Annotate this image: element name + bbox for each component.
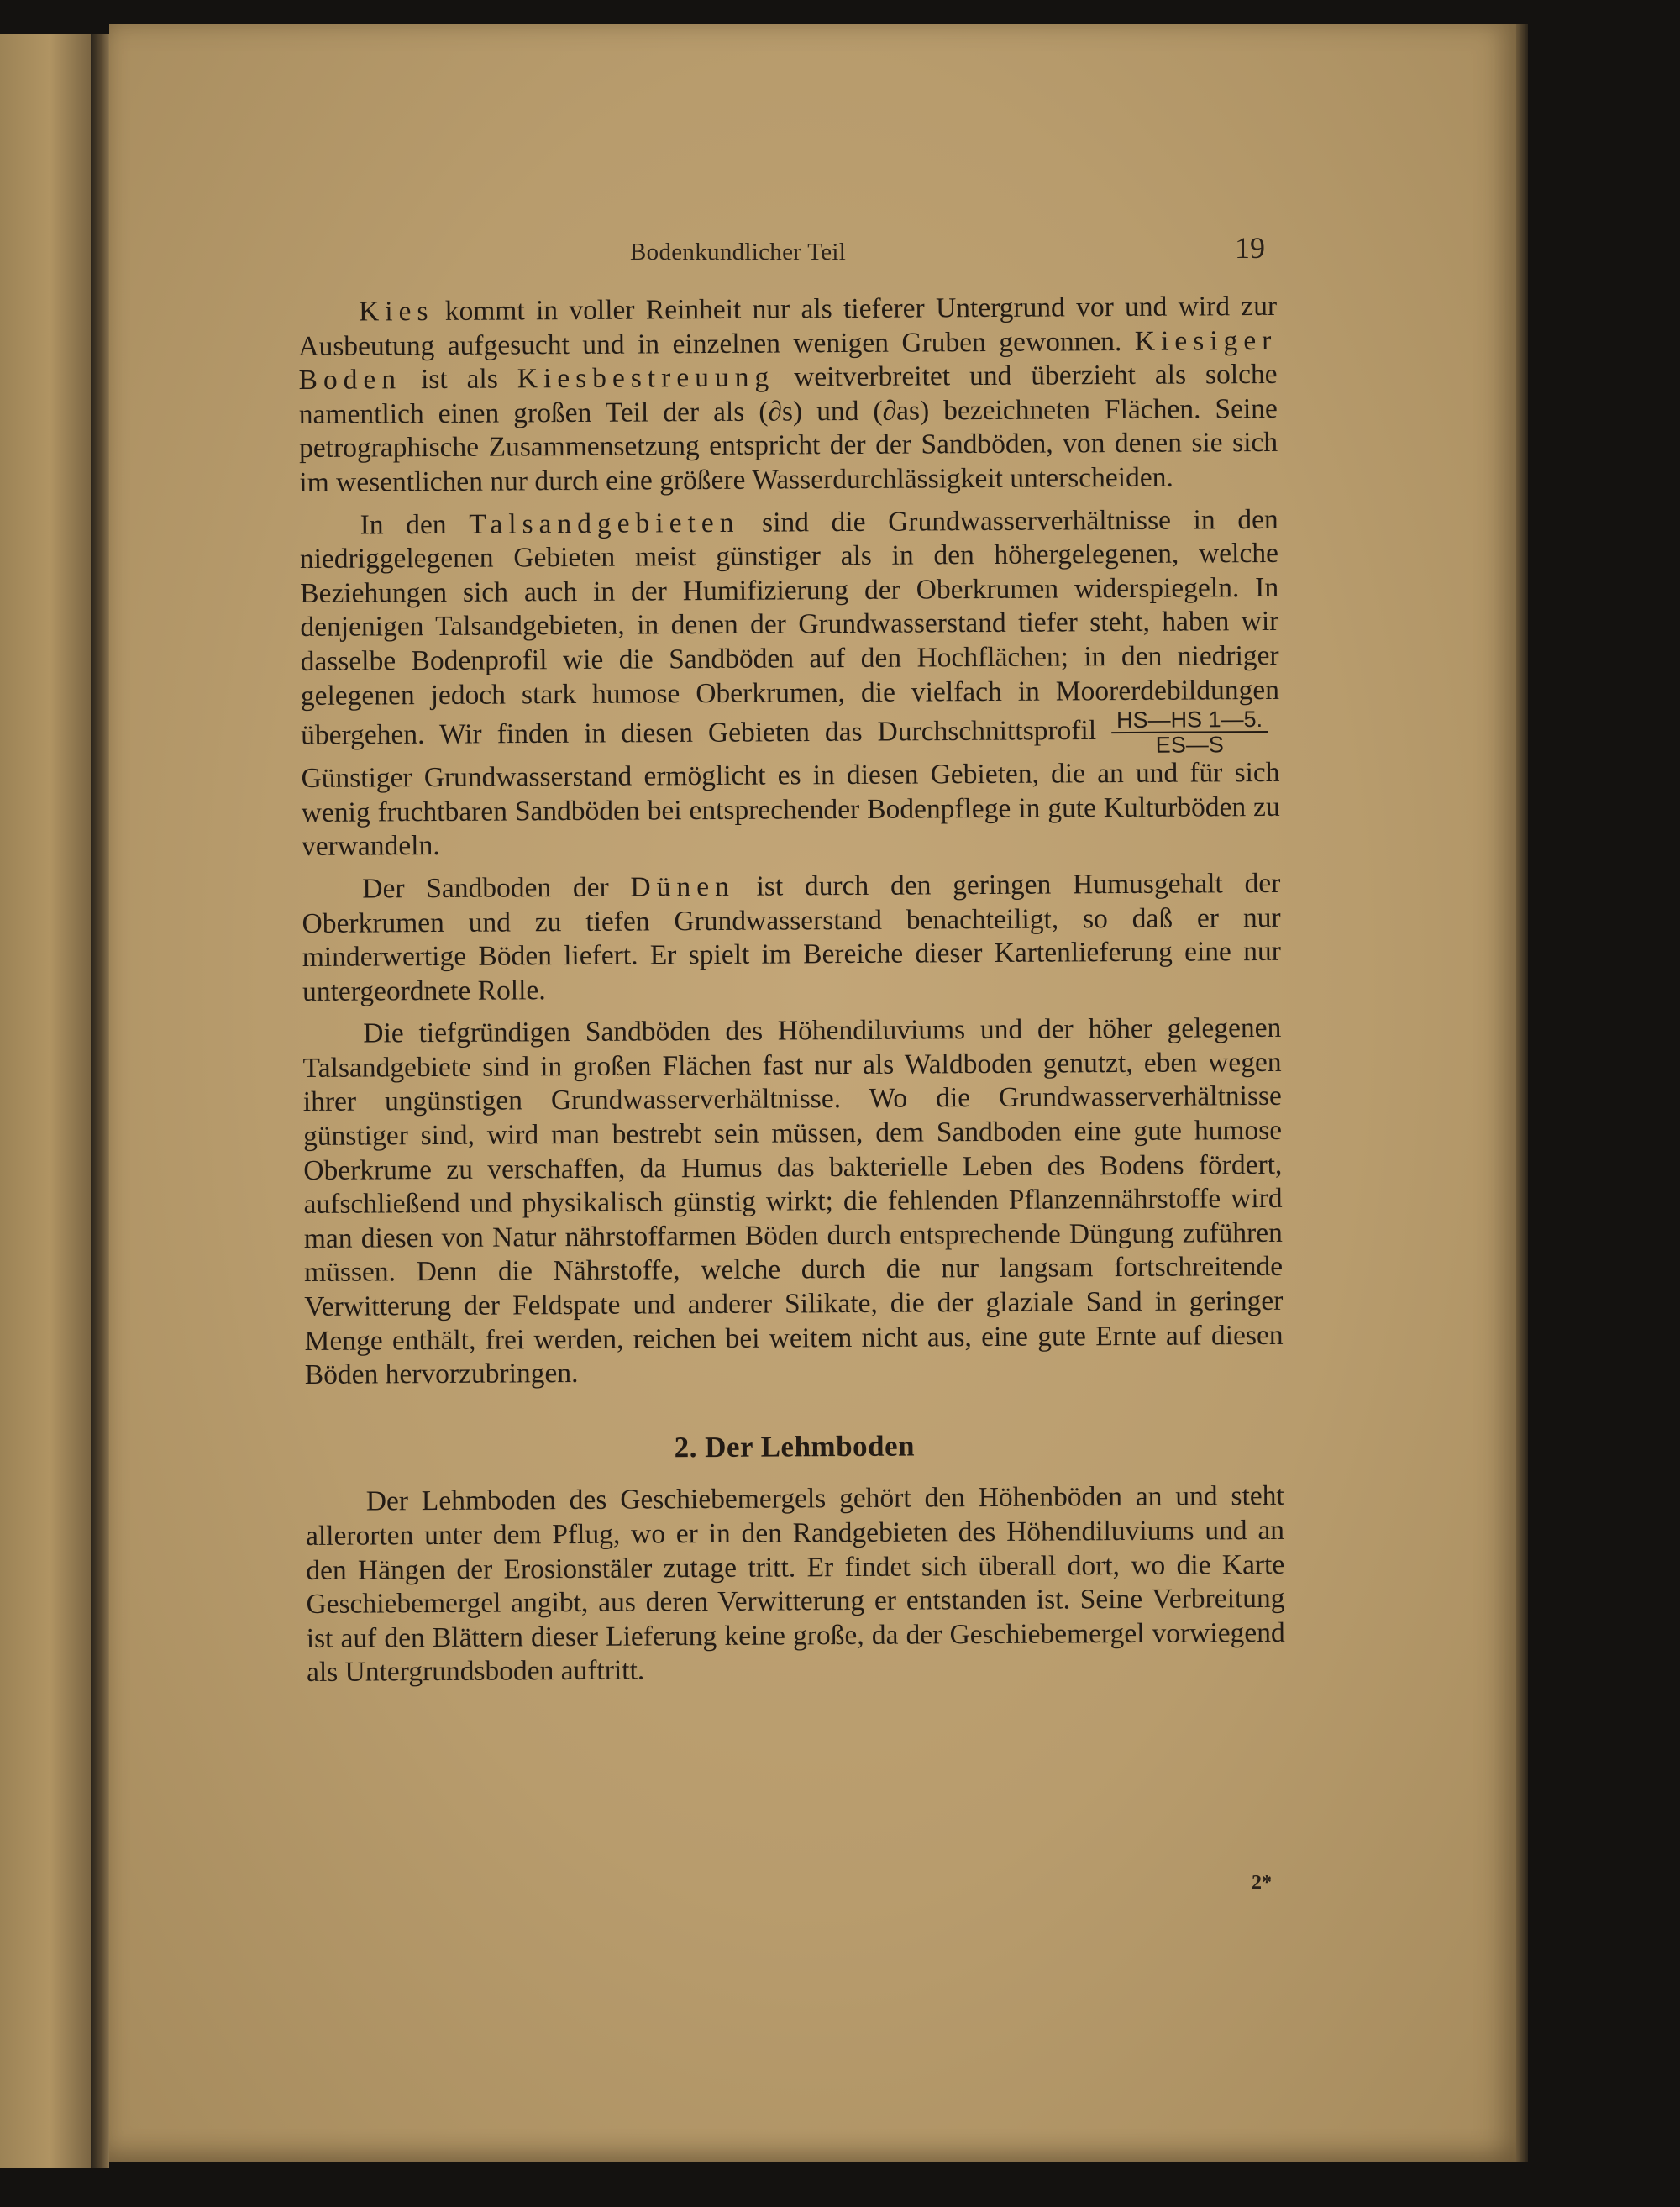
paragraph-text: ist durch den geringen Humusgehalt der Oberkrumen und zu tiefen Grundwasserstand benachteiligt, so daß er nur minderwertige Böden liefert. Er spielt im Bereiche dieser Kartenlieferung eine nur untergeordnete Rolle.: [302, 867, 1281, 1007]
left-page-edge: [0, 34, 91, 2168]
paragraph-talsand: [300, 502, 1281, 864]
emphasis-kies: Kies: [359, 296, 434, 328]
fraction-numerator: HS—HS 1—5.: [1111, 707, 1268, 733]
paragraph-text: Der Sandboden der: [362, 871, 631, 905]
signature-mark: 2*: [1252, 1872, 1272, 1894]
page-body: [298, 290, 1285, 1690]
paragraph-text: Günstiger Grundwasserstand ermöglicht es in diesen Gebieten, die an und für sich wenig fruchtbaren Sandböden bei entsprechender Bodenpflege in gute Kulturböden zu verwandeln.: [301, 756, 1280, 863]
fraction-denominator: ES—S: [1155, 732, 1224, 758]
paragraph-kies: [298, 290, 1278, 501]
paragraph-text: weitverbreitet und überzieht als solche namentlich einen großen Teil der als (∂s) und (∂as) bezeichneten Flächen. Seine petrographische Zusammensetzung entspricht der der Sandböden, von denen sie sich im wesentlichen nur durch eine größere Wasserdurchlässigkeit unterscheiden.: [298, 359, 1278, 498]
page-edge: [1516, 24, 1528, 2162]
book-gutter: [91, 34, 109, 2168]
paragraph-lehmboden: Der Lehmboden des Geschiebemergels gehört den Höhenböden an und steht allerorten unter dem Pflug, wo er in den Randgebieten des Höhendiluviums und an den Hängen der Erosionstäler zutage tritt. Er findet sich überall dort, wo die Karte Geschiebemergel angibt, aus deren Verwitterung er entstanden ist. Seine Verbreitung ist auf den Blättern dieser Lieferung keine große, da der Geschiebemergel vorwiegend als Untergrundsboden auftritt.: [305, 1480, 1285, 1689]
paragraph-duenen: [302, 867, 1281, 1009]
running-title: Bodenkundlicher Teil: [630, 239, 847, 265]
paragraph-text: sind die Grundwasserverhältnisse in den niedriggelegenen Gebieten meist günstiger als in den höhergelegenen, welche Beziehungen sich auch in der Humifizierung der Oberkrumen widerspiegeln. In denjenigen Talsandgebieten, in denen der Grundwasserstand tiefer steht, haben wir dasselbe Bodenprofil wie die Sandböden auf den Hochflächen; in den niedriger gelegenen jedoch stark humose Oberkrumen, die vielfach in Moorerdebildungen übergehen. Wir finden in diesen Gebieten das Durchschnittsprofil: [299, 503, 1279, 751]
section-heading: 2. Der Lehmboden: [674, 1429, 916, 1464]
profile-fraction: [1111, 707, 1268, 757]
emphasis-kiesbestreuung: Kiesbestreuung: [517, 361, 775, 395]
page-number: 19: [1235, 231, 1265, 265]
paragraph-text: In den: [360, 508, 470, 541]
paragraph-text: ist als: [401, 363, 517, 396]
paragraph-sandboeden: Die tiefgründigen Sandböden des Höhendiluviums und der höher gelegenen Talsandgebiete sind in großen Flächen fast nur als Waldboden genutzt, eben wegen ihrer ungünstigen Grundwasserverhältnisse. Wo die Grundwasserverhältnisse günstiger sind, wird man bestrebt sein müssen, dem Sandboden eine gute humose Oberkrume zu verschaffen, da Humus das bakterielle Leben des Bodens fördert, aufschließend und physikalisch günstig wirkt; die fehlenden Pflanzennährstoffe wird man diesen von Natur nährstoffarmen Böden durch entsprechende Düngung zuführen müssen. Denn die Nährstoffe, welche durch die nur langsam fortschreitende Verwitterung der Feldspate und anderer Silikate, die der glaziale Sand in geringer Menge enthält, frei werden, reichen bei weitem nicht aus, eine gute Ernte auf diesen Böden hervorzubringen.: [302, 1012, 1284, 1391]
page-header: [193, 231, 1285, 277]
emphasis-duenen: Dünen: [630, 870, 735, 903]
paragraph-text: kommt in voller Reinheit nur als tieferer Untergrund vor und wird zur Ausbeutung aufgesucht und in einzelnen wenigen Gruben gewonnen.: [298, 290, 1278, 362]
emphasis-kiesiger-boden: Kiesiger Boden: [298, 324, 1278, 397]
emphasis-talsandgebieten: Talsandgebieten: [469, 507, 740, 540]
